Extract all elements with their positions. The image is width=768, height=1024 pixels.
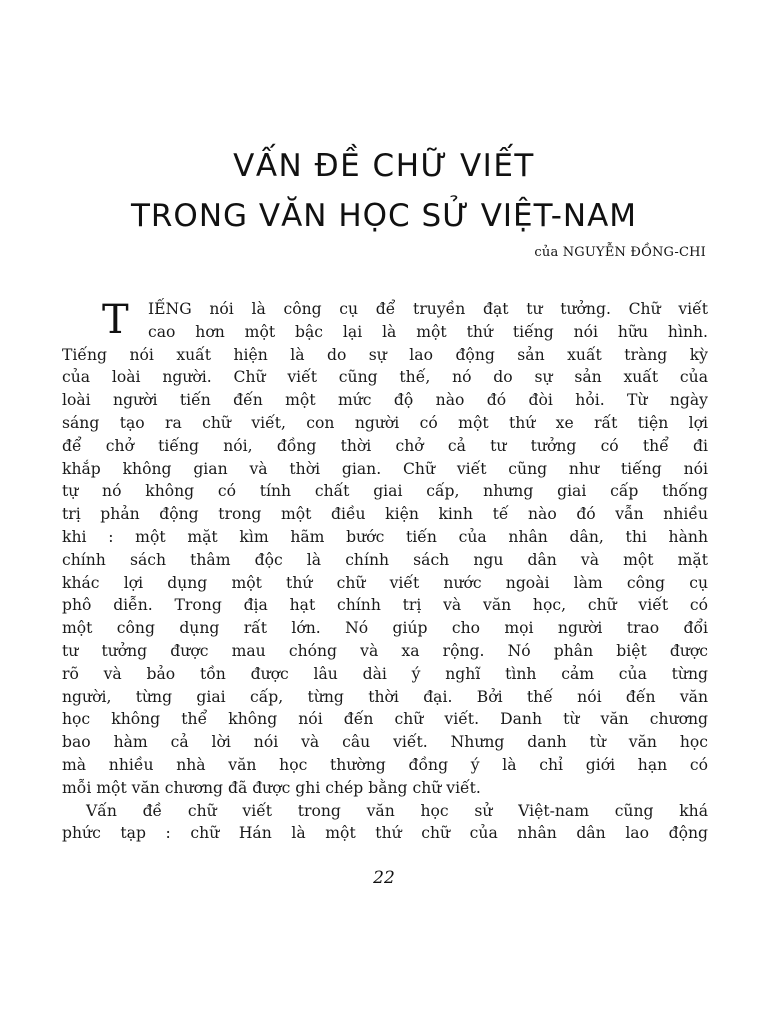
text-line: để chở tiếng nói, đồng thời chở cả tư tưởng có thể đi <box>62 436 708 455</box>
text-line: chính sách thâm độc là chính sách ngu dân và một mặt <box>62 550 708 569</box>
text-line: khắp không gian và thời gian. Chữ viết cũng như tiếng nói <box>62 459 708 478</box>
text-line: người, từng giai cấp, từng thời đại. Bởi thế nói đến văn <box>62 687 708 706</box>
text-line: một công dụng rất lớn. Nó giúp cho mọi người trao đổi <box>62 619 708 638</box>
text-line: học không thể không nói đến chữ viết. Danh từ văn chương <box>62 710 708 729</box>
text-line: tư tưởng được mau chóng và xa rộng. Nó phân biệt được <box>62 641 708 660</box>
text-line: khác lợi dụng một thứ chữ viết nước ngoài làm công cụ <box>62 573 708 592</box>
text-line: Vấn đề chữ viết trong văn học sử Việt-nam cũng khá <box>86 801 708 820</box>
text-line: tự nó không có tính chất giai cấp, nhưng giai cấp thống <box>62 482 708 501</box>
text-line: mỗi một văn chương đã được ghi chép bằng chữ viết. <box>62 778 481 797</box>
text-line: cao hơn một bậc lại là một thứ tiếng nói hữu hình. <box>148 322 708 341</box>
text-line: loài người tiến đến một mức độ nào đó đòi hỏi. Từ ngày <box>62 391 708 410</box>
title-line-1: VẤN ĐỀ CHỮ VIẾT <box>233 148 535 184</box>
paragraph-2 <box>62 800 708 846</box>
text-line: của loài người. Chữ viết cũng thế, nó do sự sản xuất của <box>62 368 708 387</box>
body-text <box>62 298 708 845</box>
text-line: Tiếng nói xuất hiện là do sự lao động sản xuất tràng kỳ <box>62 345 708 364</box>
drop-cap: T <box>102 297 129 343</box>
text-line: trị phản động trong một điều kiện kinh tế nào đó vẫn nhiều <box>62 505 708 524</box>
paragraph-1 <box>62 298 708 800</box>
text-line: mà nhiều nhà văn học thường đồng ý là chỉ giới hạn có <box>62 755 708 774</box>
text-line: phô diễn. Trong địa hạt chính trị và văn học, chữ viết có <box>62 596 708 615</box>
title-line-2: TRONG VĂN HỌC SỬ VIỆT-NAM <box>130 198 638 234</box>
text-line: bao hàm cả lời nói và câu viết. Nhưng danh từ văn học <box>62 733 708 752</box>
text-line: rõ và bảo tồn được lâu dài ý nghĩ tình cảm của từng <box>62 664 708 683</box>
text-line: IẾNG nói là công cụ để truyền đạt tư tưởng. Chữ viết <box>148 300 708 318</box>
text-line: sáng tạo ra chữ viết, con người có một thứ xe rất tiện lợi <box>62 413 708 432</box>
page-number: 22 <box>373 868 395 888</box>
author-byline: của NGUYỄN ĐỒNG-CHI <box>534 245 706 260</box>
text-line: phức tạp : chữ Hán là một thứ chữ của nhân dân lao động <box>62 824 708 843</box>
text-line: khi : một mặt kìm hãm bước tiến của nhân dân, thi hành <box>62 527 708 546</box>
